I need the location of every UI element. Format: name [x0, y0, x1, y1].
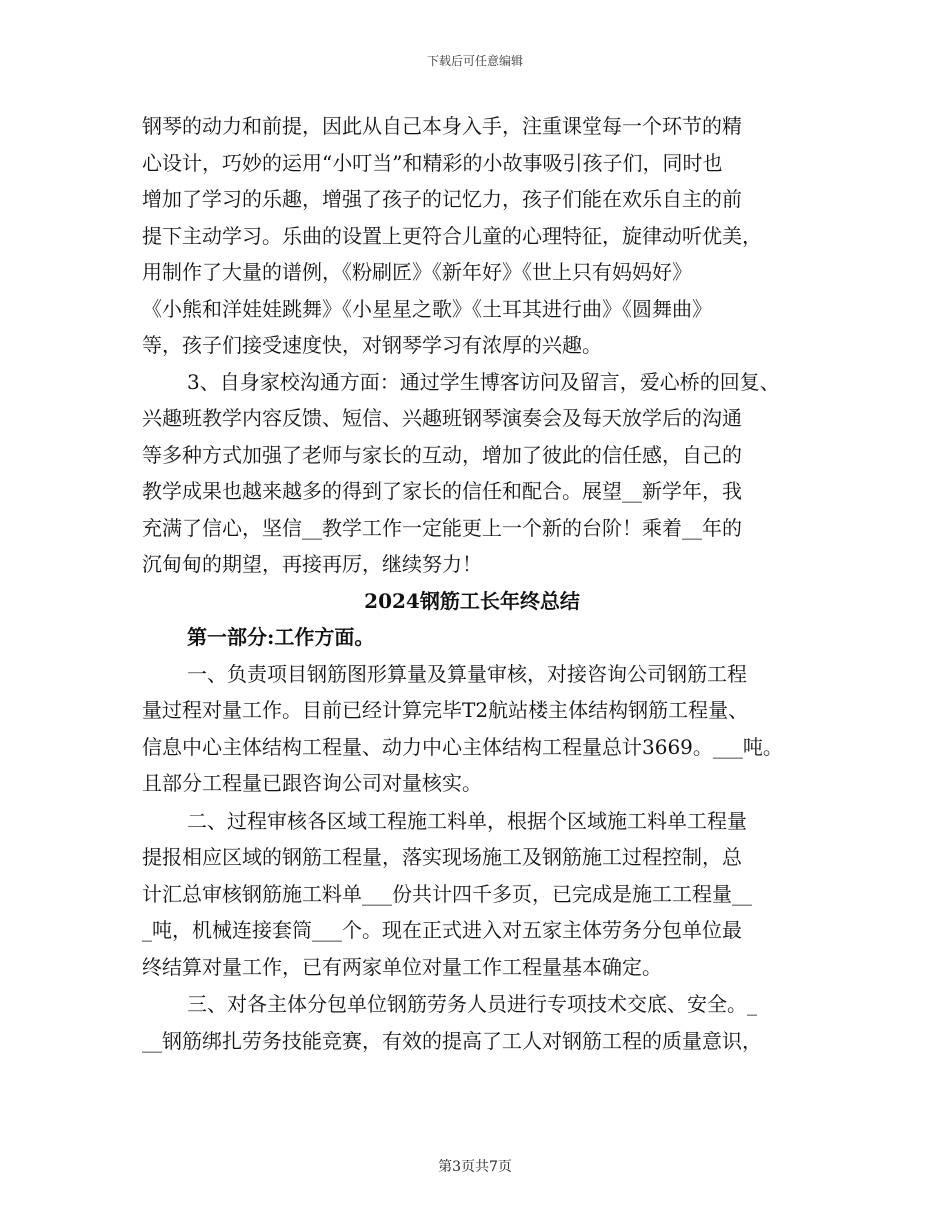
- text-line: 等多种方式加强了老师与家长的互动，增加了彼此的信任感，自己的: [142, 442, 742, 467]
- text-line: 教学成果也越来越多的得到了家长的信任和配合。展望__新学年，我: [142, 479, 742, 503]
- part-heading: 第一部分:工作方面。: [187, 625, 375, 649]
- paragraph-start: 三、对各主体分包单位钢筋劳务人员进行专项技术交底、安全。_: [187, 992, 757, 1016]
- document-body: [142, 108, 842, 1059]
- text-line: _吨，机械连接套筒___个。现在正式进入对五家主体劳务分包单位最: [142, 918, 742, 942]
- text-line: 充满了信心，坚信__教学工作一定能更上一个新的台阶！乘着__年的: [142, 515, 742, 540]
- text-line: 增加了学习的乐趣，增强了孩子的记忆力，孩子们能在欢乐自主的前: [142, 187, 742, 211]
- section-title: 2024钢筋工长年终总结: [364, 588, 580, 613]
- paragraph-start: 一、负责项目钢筋图形算量及算量审核，对接咨询公司钢筋工程: [187, 661, 747, 686]
- text-line: 且部分工程量已跟咨询公司对量核实。: [142, 771, 482, 795]
- text-line: 量过程对量工作。目前已经计算完毕T2航站楼主体结构钢筋工程量、: [142, 698, 749, 722]
- text-line: 兴趣班教学内容反馈、短信、兴趣班钢琴演奏会及每天放学后的沟通: [142, 406, 742, 430]
- text-line: 沉甸甸的期望，再接再厉，继续努力！: [142, 552, 482, 576]
- paragraph-start: 3、自身家校沟通方面：通过学生博客访问及留言，爱心桥的回复、: [187, 369, 780, 394]
- text-line: 计汇总审核钢筋施工料单___份共计四千多页，已完成是施工工程量__: [142, 881, 752, 906]
- text-line: __钢筋绑扎劳务技能竞赛，有效的提高了工人对钢筋工程的质量意识，: [142, 1028, 762, 1053]
- text-line: 信息中心主体结构工程量、动力中心主体结构工程量总计3669。___吨。: [142, 734, 783, 759]
- paragraph-start: 二、过程审核各区域工程施工料单，根据个区域施工料单工程量: [187, 808, 747, 833]
- text-line: 提下主动学习。乐曲的设置上更符合儿童的心理特征，旋律动听优美，: [142, 223, 762, 248]
- text-line: 终结算对量工作，已有两家单位对量工作工程量基本确定。: [142, 954, 662, 979]
- page-header: 下载后可任意编辑: [426, 54, 523, 68]
- text-line: 心设计，巧妙的运用“小叮当”和精彩的小故事吸引孩子们，同时也: [142, 150, 723, 175]
- text-line: 钢琴的动力和前提，因此从自己本身入手，注重课堂每一个环节的精: [142, 114, 742, 138]
- text-line: 《小熊和洋娃娃跳舞》《小星星之歌》《土耳其进行曲》《圆舞曲》: [142, 296, 712, 321]
- text-line: 等，孩子们接受速度快，对钢琴学习有浓厚的兴趣。: [142, 333, 602, 357]
- text-line: 用制作了大量的谱例，《粉刷匠》《新年好》《世上只有妈妈好》: [142, 260, 692, 284]
- text-line: 提报相应区域的钢筋工程量，落实现场施工及钢筋施工过程控制，总: [142, 845, 742, 869]
- page-footer: 第3页共7页: [438, 1159, 512, 1175]
